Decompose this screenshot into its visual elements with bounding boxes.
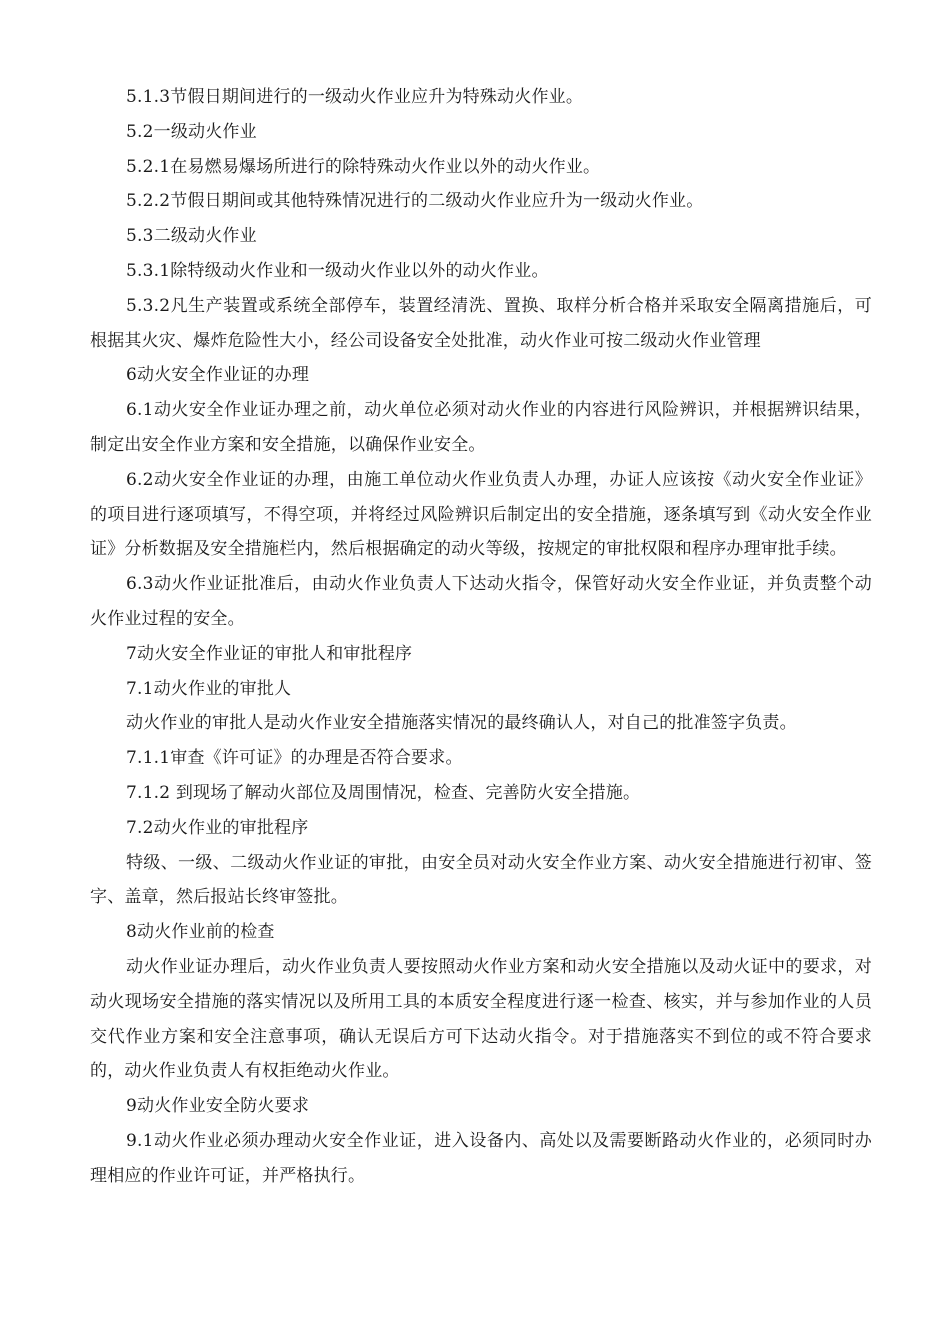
heading-7-2: 7.2动火作业的审批程序: [126, 817, 309, 838]
heading-7: 7动火安全作业证的审批人和审批程序: [126, 643, 413, 664]
paragraph-5-1-3: 5.1.3节假日期间进行的一级动火作业应升为特殊动火作业。: [126, 87, 584, 107]
paragraph-5-3-1: 5.3.1除特级动火作业和一级动火作业以外的动火作业。: [126, 260, 549, 281]
paragraph-9-1: 9.1动火作业必须办理动火安全作业证，进入设备内、高处以及需要断路动火作业的，必须同时办理相应的作业许可证，并严格执行。: [90, 1130, 872, 1186]
paragraph-5-2-1: 5.2.1在易燃易爆场所进行的除特殊动火作业以外的动火作业。: [126, 156, 601, 177]
heading-7-1: 7.1动火作业的审批人: [126, 678, 292, 699]
paragraph-6-1: 6.1动火安全作业证办理之前，动火单位必须对动火作业的内容进行风险辨识，并根据辨识结果，制定出安全作业方案和安全措施，以确保作业安全。: [90, 400, 872, 455]
paragraph-8-body: 动火作业证办理后，动火作业负责人要按照动火作业方案和动火安全措施以及动火证中的要求，对动火现场安全措施的落实情况以及所用工具的本质安全程度进行逐一检查、核实，并与参加作业的人员交代作业方案和安全注意事项，确认无误后方可下达动火指令。对于措施落实不到位的或不符合要求的，动火作业负责人有权拒绝动火作业。: [90, 956, 872, 1082]
paragraph-7-1-2: 7.1.2 到现场了解动火部位及周围情况，检查、完善防火安全措施。: [126, 782, 641, 803]
heading-6: 6动火安全作业证的办理: [126, 365, 310, 386]
heading-8: 8动火作业前的检查: [126, 922, 275, 943]
paragraph-7-2-body: 特级、一级、二级动火作业证的审批，由安全员对动火安全作业方案、动火安全措施进行初审、签字、盖章，然后报站长终审签批。: [90, 852, 872, 908]
paragraph-5-2-2: 5.2.2节假日期间或其他特殊情况进行的二级动火作业应升为一级动火作业。: [126, 191, 704, 212]
paragraph-7-1-1: 7.1.1审查《许可证》的办理是否符合要求。: [126, 748, 463, 769]
heading-5-3: 5.3二级动火作业: [126, 226, 257, 247]
paragraph-7-1-intro: 动火作业的审批人是动火作业安全措施落实情况的最终确认人，对自己的批准签字负责。: [126, 713, 797, 734]
paragraph-5-3-2: 5.3.2凡生产装置或系统全部停车，装置经清洗、置换、取样分析合格并采取安全隔离措施后，可根据其火灾、爆炸危险性大小，经公司设备安全处批准，动火作业可按二级动火作业管理: [90, 295, 872, 351]
paragraph-6-3: 6.3动火作业证批准后，由动火作业负责人下达动火指令，保管好动火安全作业证，并负责整个动火作业过程的安全。: [90, 574, 872, 629]
paragraph-6-2: 6.2动火安全作业证的办理，由施工单位动火作业负责人办理，办证人应该按《动火安全作业证》的项目进行逐项填写，不得空项，并将经过风险辨识后制定出的安全措施，逐条填写到《动火安全作业证》分析数据及安全措施栏内，然后根据确定的动火等级，按规定的审批权限和程序办理审批手续。: [90, 469, 872, 560]
document-body: [90, 80, 872, 1194]
heading-9: 9动火作业安全防火要求: [126, 1096, 310, 1117]
heading-5-2: 5.2一级动火作业: [126, 121, 257, 142]
